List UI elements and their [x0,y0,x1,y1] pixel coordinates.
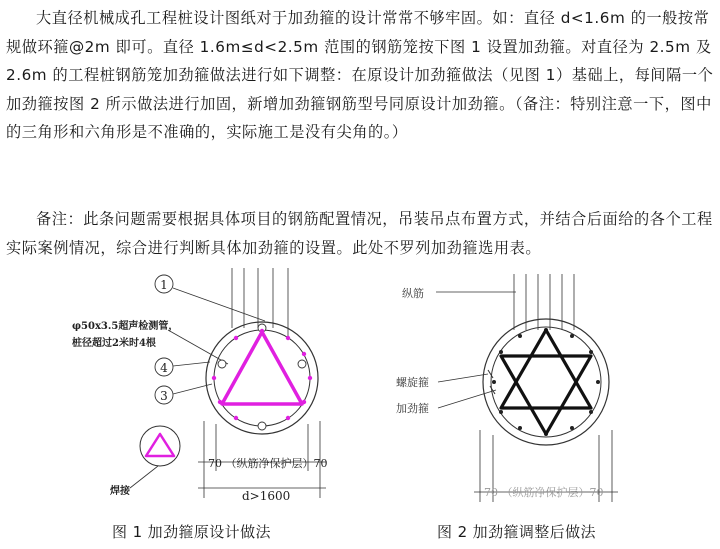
body-paragraph-2 [6,205,714,262]
figure-1-diameter-dimension: d>1600 [242,489,291,503]
longitudinal-bar-label: 纵筋 [402,287,424,300]
tube-note-line-1: φ50x3.5超声检测管， [72,321,179,332]
weld-label: 焊接 [110,486,130,497]
stiffener-hoop-label: 加劲箍 [396,402,429,415]
figure-2-drawing [396,270,642,514]
figure-1-caption: 图 1 加劲箍原设计做法 [112,523,271,541]
weld-detail-circle [140,426,180,466]
callout-1-label: 1 [160,278,168,292]
callout-3-label: 3 [160,389,168,403]
body-paragraph-1 [6,4,714,147]
paragraph-2-text: 备注：此条问题需要根据具体项目的钢筋配置情况，吊装吊点布置方式，并结合后面给的各个工程实际案例情况，综合进行判断具体加劲箍的设置。此处不罗列加劲箍选用表。 [6,210,713,257]
figure-2-cover-dimension: 70 （纵筋净保护层）70 [484,486,604,499]
figure-1-cover-dimension: 70 （纵筋净保护层）70 [208,457,328,470]
tube-note-line-2: 桩径超过2米时4根 [72,338,156,349]
weld-detail-triangle [146,434,174,456]
paragraph-1-text: 大直径机械成孔工程桩设计图纸对于加劲箍的设计常常不够牢固。如：直径 d<1.6m 的一般按常规做环箍@2m 即可。直径 1.6m≤d<2.5m 范围的钢筋笼按下图 1 设置加劲箍。对直径为 2.5m 及 2.6m 的工程桩钢筋笼加劲箍做法进行如下调整：在原设计加劲箍做法（见图 1）基础上，每间隔一个加劲箍按图 2 所示做法进行加固，新增加劲箍钢筋型号同原设计加劲箍。（备注：特别注意一下，图中的三角形和六角形是不准确的，实际施工是没有尖角的。） [6,9,714,141]
figure-2-caption: 图 2 加劲箍调整后做法 [437,523,596,541]
callout-4-label: 4 [160,361,168,375]
spiral-hoop-label: 螺旋箍 [396,376,429,389]
figure-1-drawing [70,266,370,512]
